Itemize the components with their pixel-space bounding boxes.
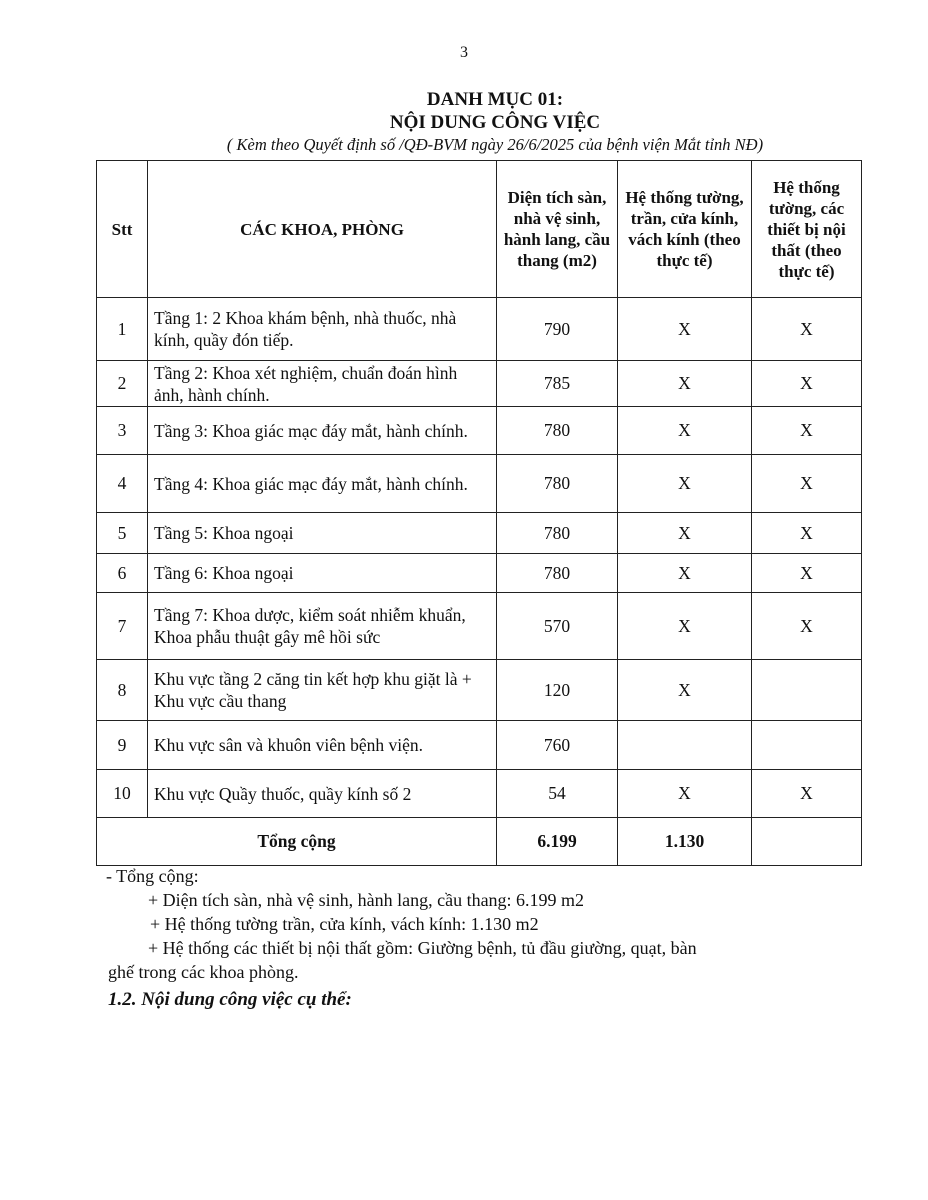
header-interior-system: Hệ thống tường, các thiết bị nội thất (theo thực tế) <box>752 161 862 298</box>
document-title: DANH MỤC 01: <box>426 89 564 110</box>
row-stt: 1 <box>97 298 148 361</box>
row-department: Khu vực sân và khuôn viên bệnh viện. <box>148 721 497 770</box>
header-wall-system: Hệ thống tường, trần, cửa kính, vách kính (theo thực tế) <box>618 161 752 298</box>
section-title: 1.2. Nội dung công việc cụ thể: <box>108 989 352 1010</box>
row-stt: 7 <box>97 593 148 660</box>
row-area: 780 <box>497 407 618 455</box>
row-department: Tầng 3: Khoa giác mạc đáy mắt, hành chính. <box>148 407 497 455</box>
row-stt: 5 <box>97 513 148 554</box>
row-stt: 6 <box>97 554 148 593</box>
notes-item-interior-line1: + Hệ thống các thiết bị nội thất gồm: Giường bệnh, tủ đầu giường, quạt, bàn <box>148 938 697 958</box>
row-stt: 2 <box>97 361 148 407</box>
row-area: 54 <box>497 770 618 818</box>
row-walls-mark <box>618 721 752 770</box>
row-walls-mark: X <box>618 513 752 554</box>
document-subtitle: NỘI DUNG CÔNG VIỆC <box>389 112 601 133</box>
row-walls-mark: X <box>618 298 752 361</box>
row-interior-mark: X <box>752 593 862 660</box>
row-department: Tầng 2: Khoa xét nghiệm, chuẩn đoán hình ảnh, hành chính. <box>148 361 497 407</box>
table-row <box>97 455 862 513</box>
notes-item-interior-line2: ghế trong các khoa phòng. <box>108 962 299 982</box>
header-departments: CÁC KHOA, PHÒNG <box>148 161 497 298</box>
row-walls-mark: X <box>618 593 752 660</box>
total-area: 6.199 <box>497 818 618 866</box>
row-area: 780 <box>497 554 618 593</box>
summary-notes <box>108 864 828 984</box>
row-interior-mark: X <box>752 455 862 513</box>
row-stt: 10 <box>97 770 148 818</box>
decision-reference: ( Kèm theo Quyết định số /QĐ-BVM ngày 26/6/2025 của bệnh viện Mắt tỉnh NĐ) <box>226 135 764 154</box>
table-row <box>97 298 862 361</box>
table-row <box>97 407 862 455</box>
row-interior-mark <box>752 660 862 721</box>
table-row <box>97 721 862 770</box>
row-interior-mark: X <box>752 770 862 818</box>
header-stt: Stt <box>97 161 148 298</box>
total-label: Tổng cộng <box>97 818 497 866</box>
row-interior-mark: X <box>752 407 862 455</box>
table-row <box>97 513 862 554</box>
notes-lead: - Tổng cộng: <box>106 866 199 886</box>
row-walls-mark: X <box>618 554 752 593</box>
row-stt: 8 <box>97 660 148 721</box>
row-stt: 9 <box>97 721 148 770</box>
work-content-table <box>96 160 862 866</box>
row-area: 570 <box>497 593 618 660</box>
row-department: Tầng 4: Khoa giác mạc đáy mắt, hành chính. <box>148 455 497 513</box>
table-header-row <box>97 161 862 298</box>
row-area: 760 <box>497 721 618 770</box>
row-department: Tầng 5: Khoa ngoại <box>148 513 497 554</box>
row-walls-mark: X <box>618 361 752 407</box>
table-row <box>97 770 862 818</box>
row-area: 120 <box>497 660 618 721</box>
total-walls: 1.130 <box>618 818 752 866</box>
row-area: 785 <box>497 361 618 407</box>
row-walls-mark: X <box>618 455 752 513</box>
row-interior-mark: X <box>752 361 862 407</box>
row-interior-mark: X <box>752 554 862 593</box>
row-department: Tầng 6: Khoa ngoại <box>148 554 497 593</box>
row-department: Khu vực tầng 2 căng tin kết hợp khu giặt là + Khu vực cầu thang <box>148 660 497 721</box>
row-walls-mark: X <box>618 770 752 818</box>
notes-item-wall-system: + Hệ thống tường trần, cửa kính, vách kính: 1.130 m2 <box>150 914 539 934</box>
page-number: 3 <box>460 44 468 61</box>
total-interior <box>752 818 862 866</box>
row-area: 780 <box>497 513 618 554</box>
row-department: Tầng 1: 2 Khoa khám bệnh, nhà thuốc, nhà kính, quầy đón tiếp. <box>148 298 497 361</box>
row-walls-mark: X <box>618 660 752 721</box>
table-row <box>97 660 862 721</box>
row-walls-mark: X <box>618 407 752 455</box>
row-area: 790 <box>497 298 618 361</box>
table-row <box>97 593 862 660</box>
row-interior-mark: X <box>752 298 862 361</box>
total-row <box>97 818 862 866</box>
row-department: Khu vực Quầy thuốc, quầy kính số 2 <box>148 770 497 818</box>
row-area: 780 <box>497 455 618 513</box>
row-interior-mark: X <box>752 513 862 554</box>
notes-item-floor-area: + Diện tích sàn, nhà vệ sinh, hành lang, cầu thang: 6.199 m2 <box>148 890 585 910</box>
table-row <box>97 554 862 593</box>
table-row <box>97 361 862 407</box>
row-interior-mark <box>752 721 862 770</box>
row-stt: 3 <box>97 407 148 455</box>
row-department: Tầng 7: Khoa dược, kiểm soát nhiễm khuẩn, Khoa phẫu thuật gây mê hồi sức <box>148 593 497 660</box>
row-stt: 4 <box>97 455 148 513</box>
header-floor-area: Diện tích sàn, nhà vệ sinh, hành lang, cầu thang (m2) <box>497 161 618 298</box>
